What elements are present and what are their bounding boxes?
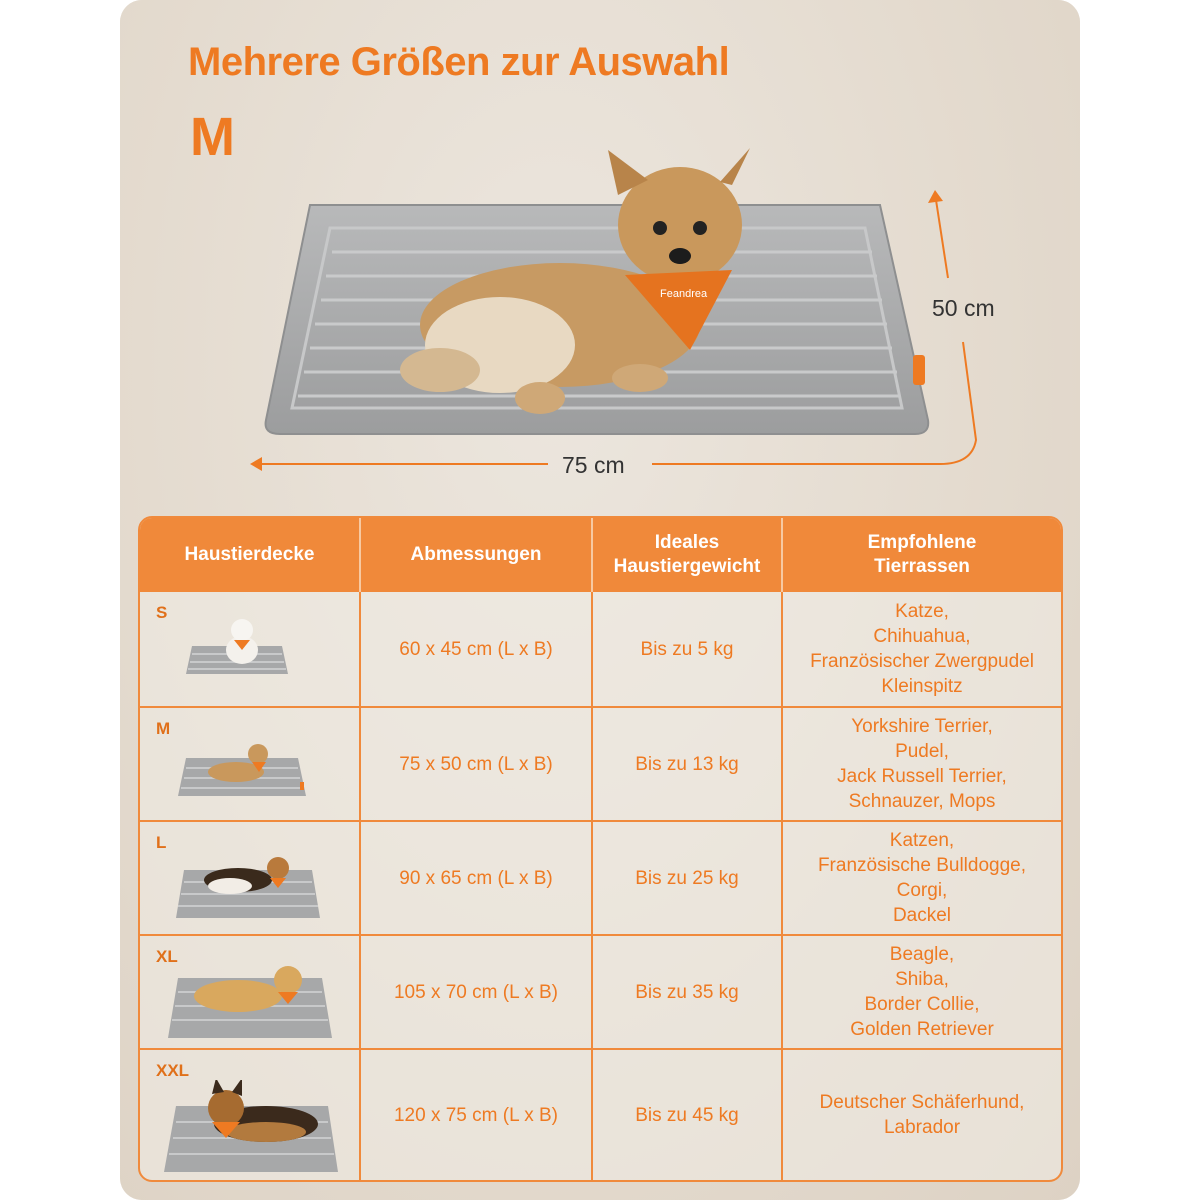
- dimension-cell: 120 x 75 cm (L x B): [361, 1050, 593, 1180]
- mat-thumbnail-xl: [160, 958, 340, 1044]
- breeds-cell: Katzen, Französische Bulldogge, Corgi, Dackel: [817, 830, 1027, 926]
- featured-size-label: M: [190, 107, 235, 167]
- dimension-cell: 105 x 70 cm (L x B): [361, 936, 593, 1048]
- mat-label-tag: [913, 355, 925, 385]
- size-cell: [140, 936, 361, 1048]
- height-dimension-label: 50 cm: [932, 295, 995, 321]
- size-code: M: [156, 719, 171, 738]
- breeds-cell: Katze, Chihuahua, Französischer Zwergpudel Kleinspitz: [810, 601, 1034, 697]
- table-row-xxl: [140, 1048, 1061, 1180]
- size-cell: [140, 1050, 361, 1180]
- table-row-l: [140, 820, 1061, 934]
- header-dimensions: Abmessungen: [361, 518, 593, 592]
- hero-illustration: [120, 0, 1080, 500]
- height-dimension-arrow: [928, 190, 948, 278]
- table-header: [140, 518, 1061, 592]
- size-code: XL: [156, 947, 178, 966]
- bandana-brand: Feandrea: [660, 288, 708, 300]
- mat-thumbnail-m: [172, 736, 312, 806]
- dimension-cell: 90 x 65 cm (L x B): [361, 822, 593, 934]
- dimension-cell: 60 x 45 cm (L x B): [361, 592, 593, 706]
- mat-thumbnail-xxl: [156, 1080, 346, 1178]
- weight-cell: Bis zu 13 kg: [593, 708, 783, 820]
- size-code: S: [156, 603, 168, 622]
- size-cell: [140, 592, 361, 706]
- width-dimension-label: 75 cm: [562, 452, 625, 478]
- headline: Mehrere Größen zur Auswahl: [188, 40, 730, 84]
- mat-thumbnail-l: [168, 846, 328, 926]
- table-body: [140, 592, 1061, 1180]
- header-ideal-weight: Ideales Haustiergewicht: [593, 518, 783, 592]
- dimension-cell: 75 x 50 cm (L x B): [361, 708, 593, 820]
- breeds-cell: Deutscher Schäferhund, Labrador: [819, 1092, 1025, 1138]
- header-pet-mat: Haustierdecke: [140, 518, 361, 592]
- weight-cell: Bis zu 45 kg: [593, 1050, 783, 1180]
- weight-cell: Bis zu 25 kg: [593, 822, 783, 934]
- size-code: XXL: [156, 1061, 190, 1080]
- size-code: L: [156, 833, 167, 852]
- size-cell: [140, 708, 361, 820]
- breeds-cell: Yorkshire Terrier, Pudel, Jack Russell Terrier, Schnauzer, Mops: [837, 716, 1007, 812]
- product-card: [120, 0, 1080, 1200]
- table-row-s: [140, 592, 1061, 706]
- table-row-m: [140, 706, 1061, 820]
- table-row-xl: [140, 934, 1061, 1048]
- size-table: [138, 516, 1063, 1182]
- mat-thumbnail-s: [182, 612, 292, 682]
- weight-cell: Bis zu 5 kg: [593, 592, 783, 706]
- weight-cell: Bis zu 35 kg: [593, 936, 783, 1048]
- breeds-cell: Beagle, Shiba, Border Collie, Golden Retriever: [850, 944, 994, 1040]
- size-cell: [140, 822, 361, 934]
- header-recommended-breeds: Empfohlene Tierrassen: [867, 532, 977, 577]
